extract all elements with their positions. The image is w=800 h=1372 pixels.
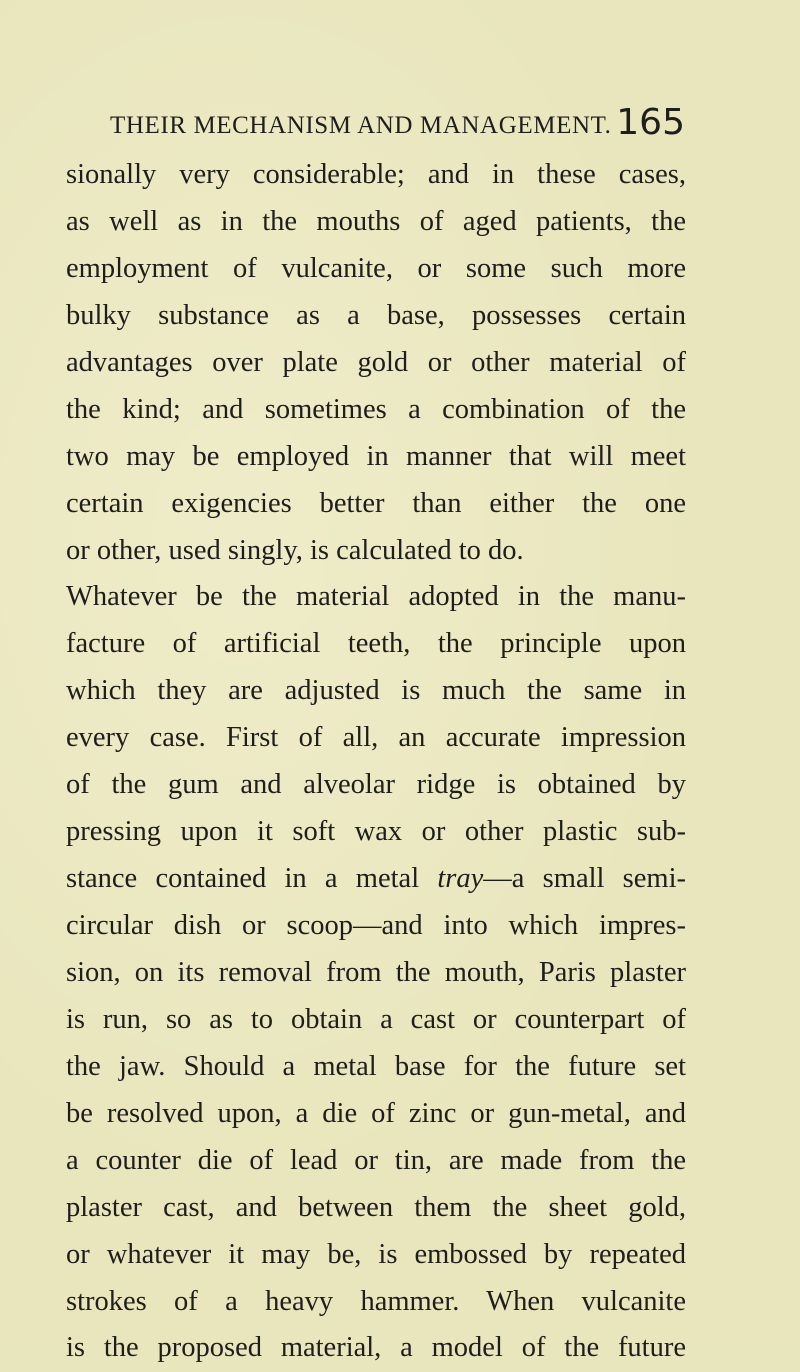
text-line: pressing upon it soft wax or other plastic sub- bbox=[66, 816, 686, 848]
text-line: which they are adjusted is much the same in bbox=[66, 675, 686, 707]
page-number: 165 bbox=[616, 102, 685, 143]
text-segment: —a small semi- bbox=[483, 863, 686, 895]
text-line: every case. First of all, an accurate impression bbox=[66, 722, 686, 754]
text-segment: stance contained in a metal bbox=[66, 863, 438, 895]
text-line: plaster cast, and between them the sheet gold, bbox=[66, 1191, 686, 1223]
text-line: a counter die of lead or tin, are made from the bbox=[66, 1144, 686, 1176]
italic-word: tray bbox=[437, 863, 484, 895]
text-line: is run, so as to obtain a cast or counterpart of bbox=[66, 1003, 686, 1035]
text-line: two may be employed in manner that will meet bbox=[66, 440, 686, 472]
text-line: facture of artificial teeth, the principle upon bbox=[66, 628, 686, 660]
text-line: certain exigencies better than either the one bbox=[66, 487, 686, 519]
text-line: sionally very considerable; and in these cases, bbox=[66, 159, 686, 190]
running-head: THEIR MECHANISM AND MANAGEMENT. bbox=[110, 112, 612, 139]
text-line: Whatever be the material adopted in the manu- bbox=[66, 581, 686, 613]
text-line: is the proposed material, a model of the future bbox=[66, 1332, 686, 1364]
text-line: or whatever it may be, is embossed by repeated bbox=[66, 1238, 686, 1270]
text-line: the jaw. Should a metal base for the future set bbox=[66, 1050, 686, 1082]
text-line: of the gum and alveolar ridge is obtained by bbox=[66, 769, 686, 801]
page-header bbox=[110, 96, 685, 146]
text-line-with-italic bbox=[66, 856, 686, 903]
text-line: bulky substance as a base, possesses certain bbox=[66, 299, 686, 331]
text-line: strokes of a heavy hammer. When vulcanite bbox=[66, 1285, 686, 1317]
text-line: the kind; and sometimes a combination of the bbox=[66, 393, 686, 425]
text-line: advantages over plate gold or other material of bbox=[66, 346, 686, 378]
text-line: or other, used singly, is calculated to do. bbox=[66, 534, 524, 566]
text-line: be resolved upon, a die of zinc or gun-metal, and bbox=[66, 1097, 686, 1129]
body-text bbox=[66, 152, 686, 1372]
text-line: sion, on its removal from the mouth, Paris plaster bbox=[66, 956, 686, 988]
text-line: as well as in the mouths of aged patients, the bbox=[66, 205, 686, 237]
text-line: employment of vulcanite, or some such more bbox=[66, 252, 686, 284]
text-line: circular dish or scoop—and into which impres- bbox=[66, 910, 686, 941]
